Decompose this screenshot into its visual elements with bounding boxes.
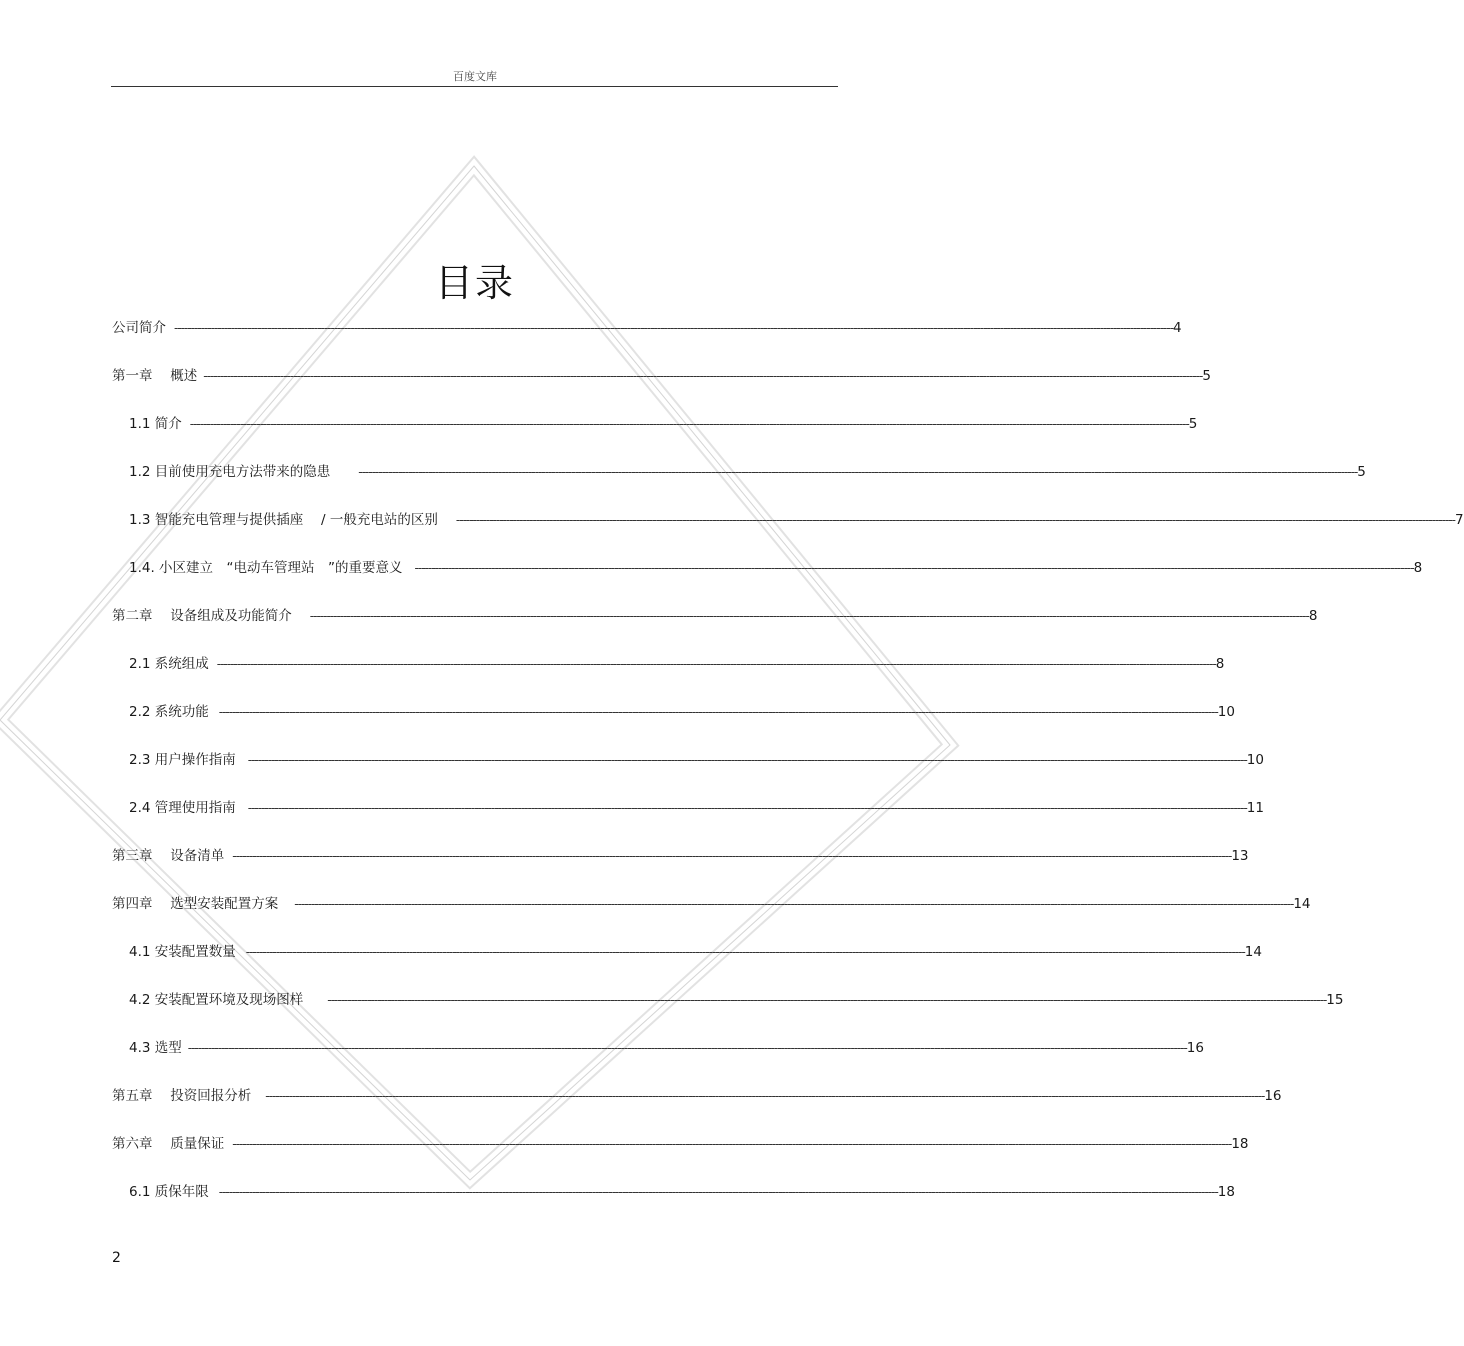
toc-entry[interactable] [112,318,1182,338]
toc-leader-dashes: ------------------------------------------------------------------------------------------------------------------------------------------------------------------------------------------------------------------------------------------------------------------------------------------------------------ [174,321,1174,335]
toc-entry[interactable] [129,942,1262,962]
toc-entry[interactable] [112,1086,1282,1106]
toc-entry-label: 2.4 管理使用指南 [129,800,236,816]
toc-entry-label: 第五章 投资回报分析 [112,1088,252,1104]
toc-entry-label: 2.3 用户操作指南 [129,752,236,768]
toc-entry[interactable] [112,366,1211,386]
toc-entry[interactable] [129,510,1464,530]
toc-entry[interactable] [112,606,1318,626]
toc-entry[interactable] [129,702,1235,722]
toc-leader-dashes: ------------------------------------------------------------------------------------------------------------------------------------------------------------------------------------------------------------------------------------------------------------------------------------------------------------ [455,513,1455,527]
toc-entry-page: 10 [1246,752,1264,768]
toc-entry-page: 7 [1454,512,1464,528]
toc-leader-dashes: ------------------------------------------------------------------------------------------------------------------------------------------------------------------------------------------------------------------------------------------------------------------------------------------------------------ [327,993,1327,1007]
toc-leader-dashes: ------------------------------------------------------------------------------------------------------------------------------------------------------------------------------------------------------------------------------------------------------------------------------------------------------------ [358,465,1358,479]
toc-entry-page: 4 [1173,320,1182,336]
toc-leader-dashes: ------------------------------------------------------------------------------------------------------------------------------------------------------------------------------------------------------------------------------------------------------------------------------------------------------------ [245,945,1245,959]
toc-leader-dashes: ------------------------------------------------------------------------------------------------------------------------------------------------------------------------------------------------------------------------------------------------------------------------------------------------------------ [294,897,1294,911]
toc-entry-label: 2.1 系统组成 [129,656,209,672]
watermark-diamond [0,160,950,1190]
toc-entry-label: 第四章 选型安装配置方案 [112,896,279,912]
toc-leader-dashes: ------------------------------------------------------------------------------------------------------------------------------------------------------------------------------------------------------------------------------------------------------------------------------------------------------------ [232,849,1232,863]
toc-leader-dashes: ------------------------------------------------------------------------------------------------------------------------------------------------------------------------------------------------------------------------------------------------------------------------------------------------------------ [414,561,1414,575]
toc-entry[interactable] [129,798,1264,818]
toc-leader-dashes: ------------------------------------------------------------------------------------------------------------------------------------------------------------------------------------------------------------------------------------------------------------------------------------------------------------ [189,417,1189,431]
toc-entry-page: 14 [1293,896,1311,912]
toc-entry[interactable] [129,414,1198,434]
toc-entry[interactable] [112,1134,1249,1154]
toc-entry-page: 8 [1215,656,1225,672]
toc-entry[interactable] [129,558,1423,578]
toc-entry[interactable] [129,654,1225,674]
toc-leader-dashes: ------------------------------------------------------------------------------------------------------------------------------------------------------------------------------------------------------------------------------------------------------------------------------------------------------------ [216,657,1216,671]
toc-entry-label: 第二章 设备组成及功能简介 [112,608,292,624]
toc-entry[interactable] [129,462,1366,482]
toc-entry[interactable] [129,750,1264,770]
header-divider [111,86,838,87]
toc-entry-label: 2.2 系统功能 [129,704,209,720]
toc-entry-page: 8 [1413,560,1423,576]
toc-entry-label: 1.1 简介 [129,416,182,432]
toc-entry-label: 公司简介 [112,320,166,336]
toc-entry-label: 1.4. 小区建立 “电动车管理站 ”的重要意义 [129,560,403,576]
toc-entry[interactable] [129,990,1344,1010]
toc-entry-page: 18 [1217,1184,1235,1200]
toc-entry-label: 1.2 目前使用充电方法带来的隐患 [129,464,331,480]
toc-entry-label: 第六章 质量保证 [112,1136,225,1152]
toc-entry-page: 5 [1202,368,1211,384]
page-header: 百度文库 [453,70,497,83]
toc-leader-dashes: ------------------------------------------------------------------------------------------------------------------------------------------------------------------------------------------------------------------------------------------------------------------------------------------------------------ [247,753,1247,767]
toc-leader-dashes: ------------------------------------------------------------------------------------------------------------------------------------------------------------------------------------------------------------------------------------------------------------------------------------------------------------ [218,1185,1218,1199]
toc-entry-page: 16 [1186,1040,1204,1056]
toc-entry-label: 4.1 安装配置数量 [129,944,236,960]
toc-leader-dashes: ------------------------------------------------------------------------------------------------------------------------------------------------------------------------------------------------------------------------------------------------------------------------------------------------------------ [203,369,1203,383]
toc-leader-dashes: ------------------------------------------------------------------------------------------------------------------------------------------------------------------------------------------------------------------------------------------------------------------------------------------------------------ [265,1089,1265,1103]
toc-entry-page: 18 [1231,1136,1249,1152]
toc-entry-label: 第一章 概述 [112,368,198,384]
toc-entry-page: 8 [1308,608,1318,624]
toc-entry-label: 4.3 选型 [129,1040,182,1056]
toc-entry-page: 13 [1231,848,1249,864]
toc-title: 目录 [434,261,515,305]
toc-entry[interactable] [129,1038,1204,1058]
toc-entry-label: 1.3 智能充电管理与提供插座 / 一般充电站的区别 [129,512,438,528]
toc-entry-page: 10 [1217,704,1235,720]
toc-entry[interactable] [129,1182,1235,1202]
toc-entry-page: 14 [1244,944,1262,960]
toc-leader-dashes: ------------------------------------------------------------------------------------------------------------------------------------------------------------------------------------------------------------------------------------------------------------------------------------------------------------ [232,1137,1232,1151]
toc-entry-page: 5 [1357,464,1366,480]
toc-entry-label: 4.2 安装配置环境及现场图样 [129,992,304,1008]
page-number: 2 [112,1250,121,1266]
toc-leader-dashes: ------------------------------------------------------------------------------------------------------------------------------------------------------------------------------------------------------------------------------------------------------------------------------------------------------------ [187,1041,1187,1055]
toc-entry-page: 15 [1326,992,1344,1008]
toc-leader-dashes: ------------------------------------------------------------------------------------------------------------------------------------------------------------------------------------------------------------------------------------------------------------------------------------------------------------ [218,705,1218,719]
toc-leader-dashes: ------------------------------------------------------------------------------------------------------------------------------------------------------------------------------------------------------------------------------------------------------------------------------------------------------------ [309,609,1309,623]
toc-entry-page: 5 [1188,416,1198,432]
toc-entry-page: 11 [1246,800,1264,816]
toc-entry[interactable] [112,846,1249,866]
toc-entry-label: 6.1 质保年限 [129,1184,209,1200]
toc-entry-label: 第三章 设备清单 [112,848,225,864]
toc-entry[interactable] [112,894,1311,914]
toc-entry-page: 16 [1264,1088,1282,1104]
toc-leader-dashes: ------------------------------------------------------------------------------------------------------------------------------------------------------------------------------------------------------------------------------------------------------------------------------------------------------------ [247,801,1247,815]
